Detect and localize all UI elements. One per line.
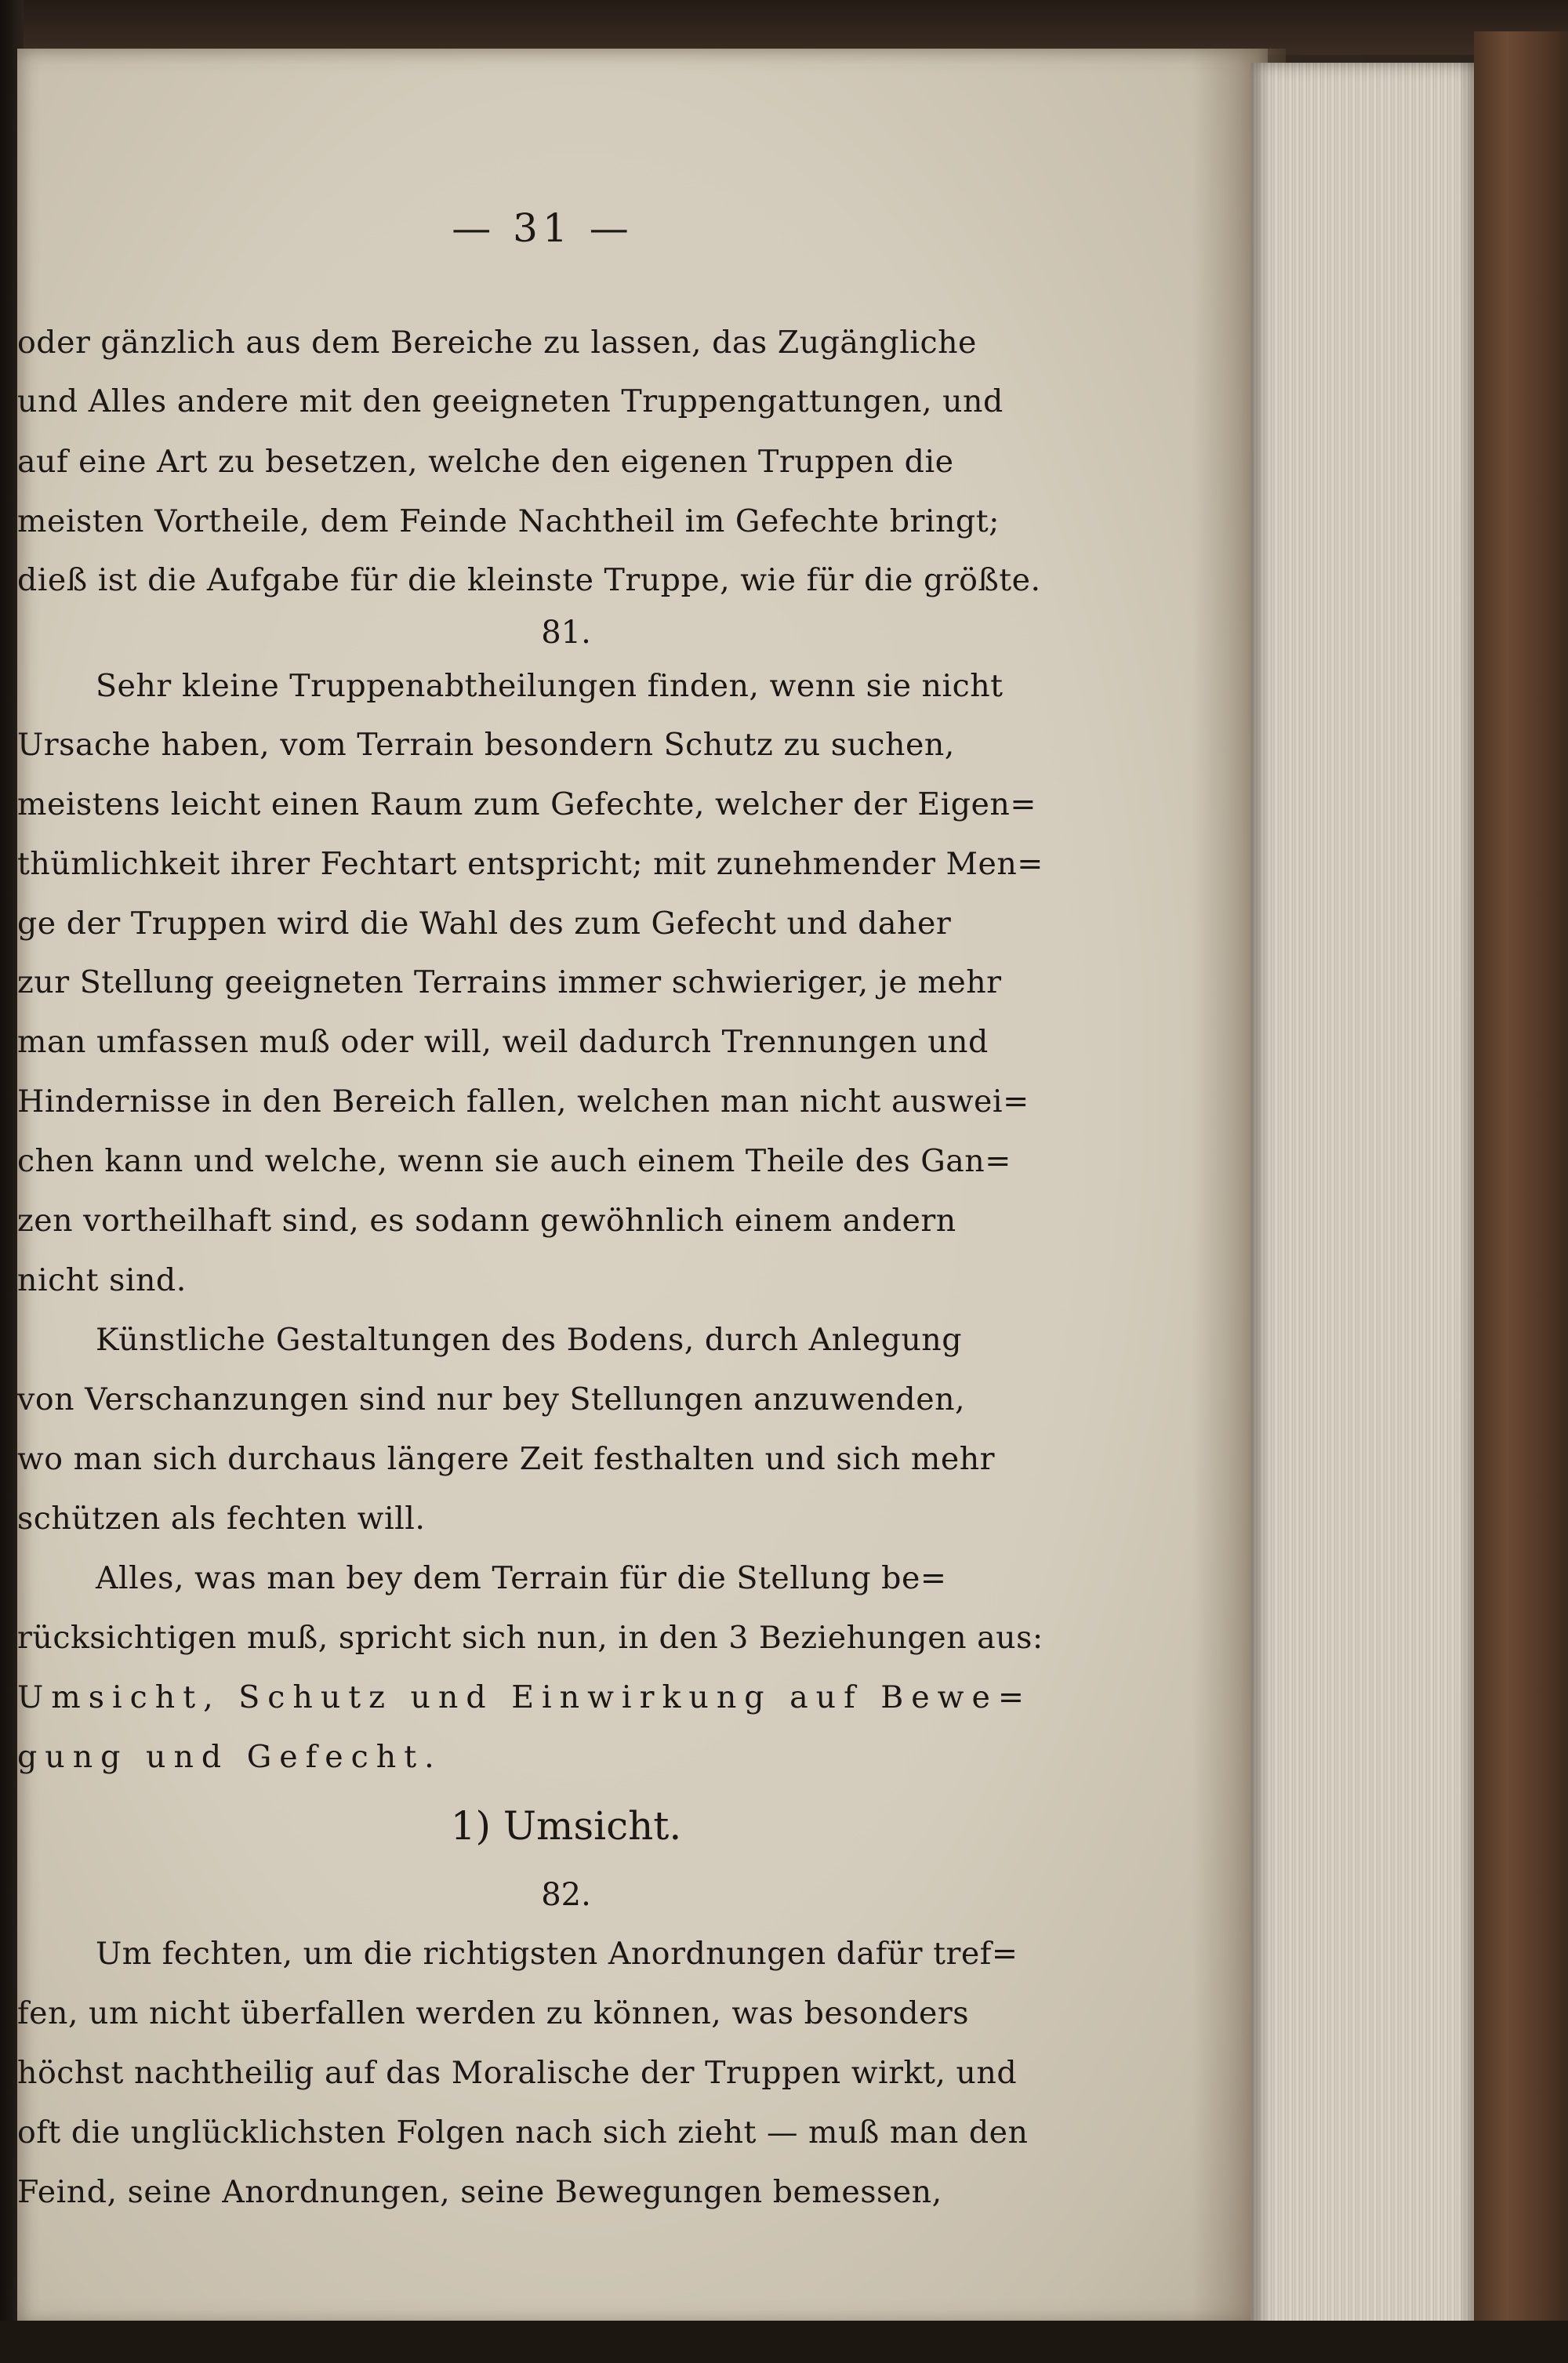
text-line: thümlichkeit ihrer Fechtart entspricht; mit zunehmender Men= (17, 846, 1044, 882)
text-line: Künstliche Gestaltungen des Bodens, durch Anlegung (96, 1322, 963, 1358)
text-line: Feind, seine Anordnungen, seine Bewegungen bemessen, (17, 2174, 942, 2210)
text-line: schützen als fechten will. (17, 1501, 426, 1537)
text-line: zen vortheilhaft sind, es sodann gewöhnlich einem andern (17, 1203, 956, 1239)
text-line: Alles, was man bey dem Terrain für die Stellung be= (96, 1560, 947, 1596)
section-heading: 1) Umsicht. (450, 1803, 682, 1849)
text-line: auf eine Art zu besetzen, welche den eigenen Truppen die (17, 444, 954, 480)
text-line: Hindernisse in den Bereich fallen, welchen man nicht auswei= (17, 1083, 1029, 1120)
text-line: meisten Vortheile, dem Feinde Nachtheil im Gefechte bringt; (17, 503, 1000, 539)
text-line: oder gänzlich aus dem Bereiche zu lassen, das Zugängliche (17, 325, 977, 361)
text-line: rücksichtigen muß, spricht sich nun, in den 3 Beziehungen aus: (17, 1620, 1044, 1656)
book-cover-top (0, 0, 1568, 55)
book-cover-bottom (0, 2321, 1568, 2363)
text-line: zur Stellung geeigneten Terrains immer schwieriger, je mehr (17, 964, 1002, 1000)
page-text (17, 49, 1268, 2326)
text-line: Um fechten, um die richtigsten Anordnungen dafür tref= (96, 1936, 1018, 1972)
text-line-spaced: gung und Gefecht. (17, 1739, 442, 1775)
text-line: fen, um nicht überfallen werden zu können, was besonders (17, 1995, 970, 2031)
book-cover-right (1474, 31, 1568, 2363)
text-line: ge der Truppen wird die Wahl des zum Gefecht und daher (17, 906, 952, 942)
text-line: höchst nachtheilig auf das Moralische der Truppen wirkt, und (17, 2055, 1018, 2091)
text-line: von Verschanzungen sind nur bey Stellungen anzuwenden, (17, 1381, 966, 1417)
text-line: wo man sich durchaus längere Zeit festhalten und sich mehr (17, 1441, 996, 1477)
text-line: dieß ist die Aufgabe für die kleinste Truppe, wie für die größte. (17, 562, 1041, 598)
page-number-header: — 31 — (452, 205, 633, 251)
text-line: Sehr kleine Truppenabtheilungen finden, wenn sie nicht (96, 668, 1004, 704)
text-line: man umfassen muß oder will, weil dadurch Trennungen und (17, 1024, 989, 1060)
page-edges (1250, 63, 1486, 2340)
text-line: chen kann und welche, wenn sie auch einem Theile des Gan= (17, 1143, 1011, 1179)
text-line: nicht sind. (17, 1262, 187, 1298)
text-line: oft die unglücklichsten Folgen nach sich zieht — muß man den (17, 2114, 1029, 2151)
text-line: meistens leicht einen Raum zum Gefechte, welcher der Eigen= (17, 786, 1036, 822)
text-line: Ursache haben, vom Terrain besondern Schutz zu suchen, (17, 727, 955, 763)
section-number-82: 82. (541, 1877, 591, 1913)
text-line: und Alles andere mit den geeigneten Truppengattungen, und (17, 383, 1004, 419)
text-line-spaced: Umsicht, Schutz und Einwirkung auf Bewe= (17, 1679, 1032, 1715)
section-number-81: 81. (541, 615, 591, 651)
